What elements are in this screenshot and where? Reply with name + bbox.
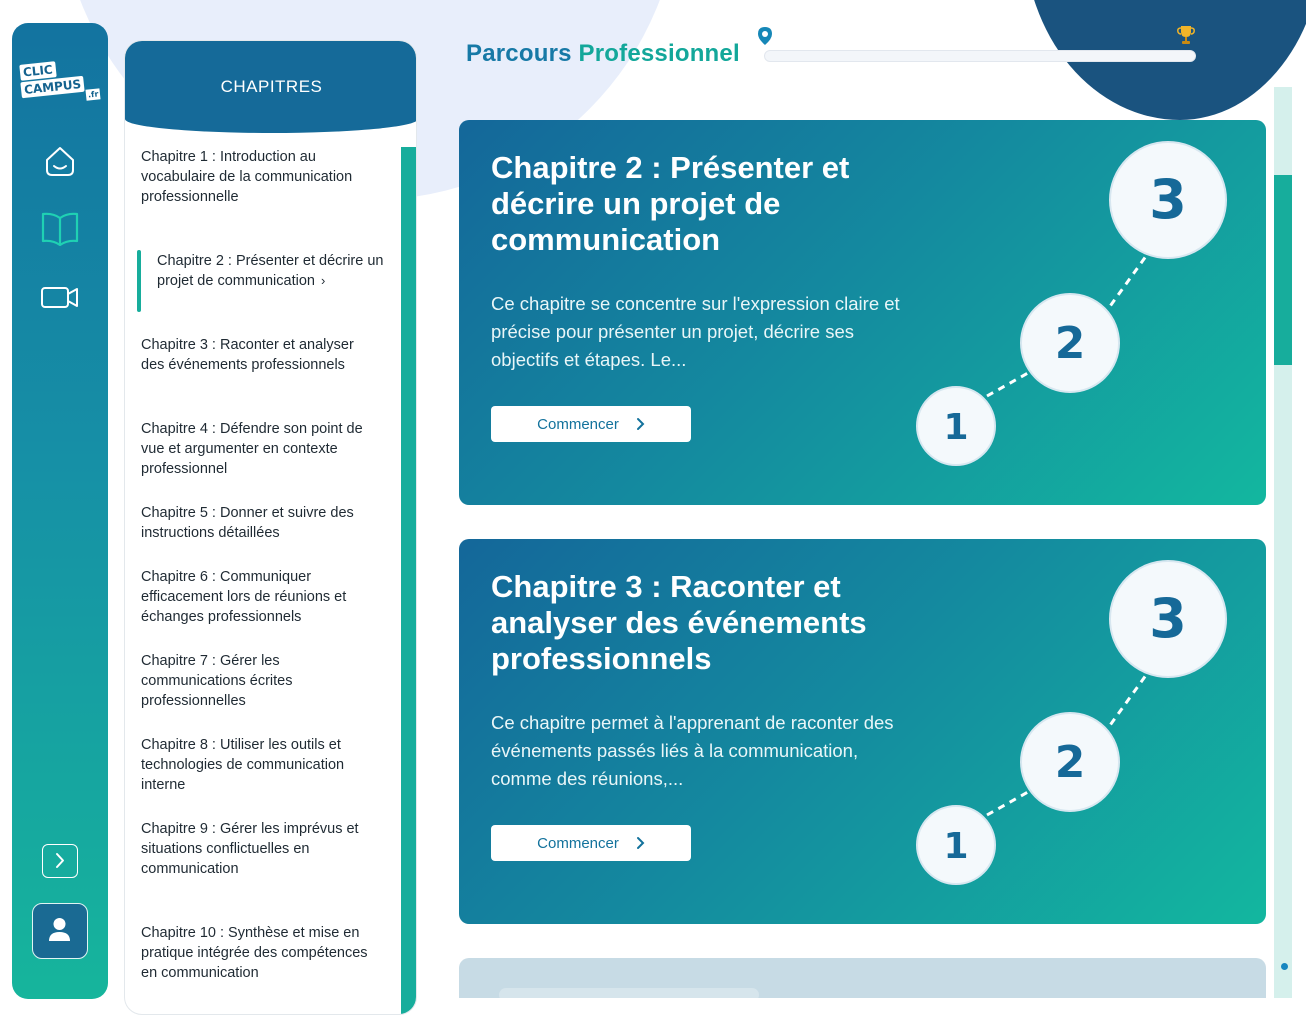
start-button-label: Commencer xyxy=(537,415,619,433)
location-pin-icon xyxy=(756,26,774,46)
chapter-card xyxy=(459,120,1266,505)
logo-line2: CAMPUS xyxy=(20,76,85,99)
start-button[interactable] xyxy=(491,825,691,861)
logo-line1: CLIC xyxy=(19,61,56,81)
chapters-title: CHAPITRES xyxy=(220,77,323,96)
user-icon xyxy=(33,904,86,957)
chapter-label: Chapitre 7 : Gérer les communications écrites professionnelles xyxy=(141,653,293,709)
card-description: Ce chapitre permet à l'apprenant de raconter des événements passés liés à la communication, comme des réunions,... xyxy=(491,712,894,789)
step-number-3: 3 xyxy=(1149,168,1187,231)
chapter-label: Chapitre 3 : Raconter et analyser des événements professionnels xyxy=(141,337,354,373)
chapter-label: Chapitre 1 : Introduction au vocabulaire de la communication professionnelle xyxy=(141,149,353,205)
page-title xyxy=(466,40,740,68)
sidebar-item-courses[interactable] xyxy=(40,208,80,248)
chevron-right-icon xyxy=(635,417,645,431)
chapters-scrollbar[interactable] xyxy=(401,147,417,1015)
step-number-1: 1 xyxy=(943,407,969,448)
chapter-item-6[interactable] xyxy=(141,567,381,627)
sidebar-item-home[interactable] xyxy=(40,141,80,181)
page-title-part2: Professionnel xyxy=(578,40,740,67)
chapter-item-9[interactable] xyxy=(141,819,381,879)
chapter-label: Chapitre 10 : Synthèse et mise en pratique intégrée des compétences en communication xyxy=(141,925,368,981)
chapter-card-partial xyxy=(459,958,1266,998)
step-number-2: 2 xyxy=(1054,737,1086,788)
chapter-cards-list xyxy=(459,120,1267,998)
chevron-right-icon xyxy=(635,836,645,850)
chapter-label: Chapitre 2 : Présenter et décrire un projet de communication xyxy=(157,253,384,289)
card-title: Chapitre 3 : Raconter et analyser des événements professionnels xyxy=(491,569,867,676)
page-title-part1: Parcours xyxy=(466,40,572,67)
expand-sidebar-button[interactable] xyxy=(42,844,78,878)
card-title-placeholder xyxy=(499,988,759,998)
logo-suffix: .fr xyxy=(85,88,101,100)
chapter-label: Chapitre 9 : Gérer les imprévus et situations conflictuelles en communication xyxy=(141,821,359,877)
active-chapter-indicator xyxy=(137,250,141,312)
chapter-item-2[interactable] xyxy=(157,251,397,291)
chapter-item-3[interactable] xyxy=(141,335,381,375)
chapter-label: Chapitre 5 : Donner et suivre des instructions détaillées xyxy=(141,505,354,541)
profile-button[interactable] xyxy=(32,903,88,959)
chapter-item-1[interactable] xyxy=(141,147,381,207)
video-camera-icon xyxy=(40,277,80,317)
chapter-label: Chapitre 4 : Défendre son point de vue et argumenter en contexte professionnel xyxy=(141,421,363,477)
progress-bar xyxy=(764,50,1196,62)
chapters-panel xyxy=(124,40,417,1015)
chapter-item-7[interactable] xyxy=(141,651,381,711)
card-title: Chapitre 2 : Présenter et décrire un projet de communication xyxy=(491,150,850,257)
start-button-label: Commencer xyxy=(537,834,619,852)
chevron-right-icon: › xyxy=(320,273,326,288)
step-number-2: 2 xyxy=(1054,318,1086,369)
home-icon xyxy=(40,141,80,181)
scrollbar-thumb[interactable] xyxy=(1274,175,1292,365)
chapters-header xyxy=(125,41,417,133)
chapter-item-8[interactable] xyxy=(141,735,381,795)
step-number-3: 3 xyxy=(1149,587,1187,650)
chapter-item-10[interactable] xyxy=(141,923,381,983)
trophy-icon xyxy=(1177,24,1195,46)
start-button[interactable] xyxy=(491,406,691,442)
clic-campus-logo[interactable] xyxy=(20,61,104,107)
chapter-item-4[interactable] xyxy=(141,419,381,479)
steps-illustration xyxy=(899,549,1267,909)
chapter-label: Chapitre 8 : Utiliser les outils et technologies de communication interne xyxy=(141,737,345,793)
sidebar-item-videos[interactable] xyxy=(40,277,80,317)
chapter-label: Chapitre 6 : Communiquer efficacement lors de réunions et échanges professionnels xyxy=(141,569,347,625)
chapter-card xyxy=(459,539,1266,924)
sidebar-nav xyxy=(12,23,108,999)
scroll-indicator-dot xyxy=(1281,963,1288,970)
chapter-item-5[interactable] xyxy=(141,503,381,543)
card-description: Ce chapitre se concentre sur l'expression claire et précise pour présenter un projet, décrire ses objectifs et étapes. Le... xyxy=(491,293,900,370)
steps-illustration xyxy=(899,130,1267,490)
book-icon xyxy=(40,208,80,248)
main-scrollbar[interactable] xyxy=(1274,87,1292,998)
chevron-right-icon xyxy=(43,845,76,876)
step-number-1: 1 xyxy=(943,826,969,867)
